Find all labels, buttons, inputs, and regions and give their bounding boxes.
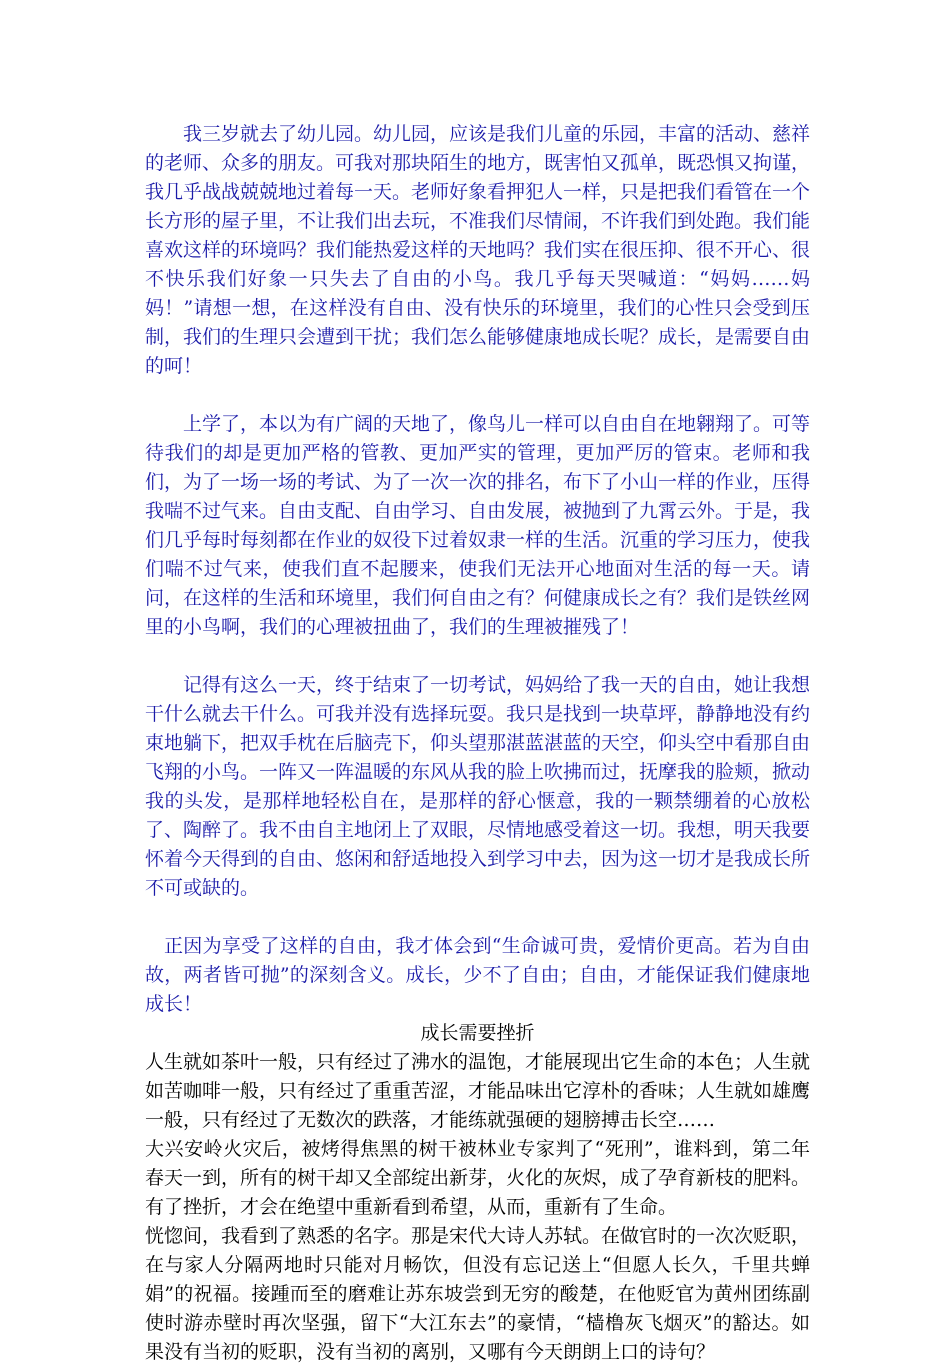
essay-title: 成长需要挫折 (420, 1022, 535, 1044)
essay-freedom (145, 120, 810, 1019)
essay-setbacks (145, 1019, 810, 1367)
paragraph-forest-fire: 大兴安岭火灾后，被烤得焦黑的树干被林业专家判了“死刑”，谁料到，第二年春天一到，所有的树干却又全部绽出新芽，火化的灰烬，成了孕育新枝的肥料。有了挫折，才会在绝望中重新看到希望，从而，重新有了生命。 (145, 1138, 811, 1218)
paragraph-free-day: 记得有这么一天，终于结束了一切考试，妈妈给了我一天的自由，她让我想干什么就去干什么。可我并没有选择玩耍。我只是找到一块草坪，静静地没有约束地躺下，把双手枕在后脑壳下，仰头望那湛蓝湛蓝的天空，仰头空中看那自由飞翔的小鸟。一阵又一阵温暖的东风从我的脸上吹拂而过，抚摩我的脸颊，掀动我的头发，是那样地轻松自在，是那样的舒心惬意，我的一颗禁绷着的心放松了、陶醉了。我不由自主地闭上了双眼，尽情地感受着这一切。我想，明天我要怀着今天得到的自由、悠闲和舒适地投入到学习中去，因为这一切才是我成长所不可或缺的。 (145, 674, 811, 899)
paragraph-tea-coffee-eagle: 人生就如茶叶一般，只有经过了沸水的温饱，才能展现出它生命的本色；人生就如苦咖啡一般，只有经过了重重苦涩，才能品味出它淳朴的香味；人生就如雄鹰一般，只有经过了无数次的跌落，才能练就强硬的翅膀搏击长空…… (145, 1051, 811, 1131)
document-page (145, 120, 810, 1367)
paragraph-conclusion: 正因为享受了这样的自由，我才体会到“生命诚可贵，爱情价更高。若为自由故，两者皆可抛”的深刻含义。成长，少不了自由；自由，才能保证我们健康地成长！ (145, 935, 810, 1015)
paragraph-school: 上学了，本以为有广阔的天地了，像鸟儿一样可以自由自在地翱翔了。可等待我们的却是更加严格的管教、更加严实的管理，更加严厉的管束。老师和我们，为了一场一场的考试、为了一次一次的排名，布下了小山一样的作业，压得我喘不过气来。自由支配、自由学习、自由发展，被抛到了九霄云外。于是，我们几乎每时每刻都在作业的奴役下过着奴隶一样的生活。沉重的学习压力，使我们喘不过气来，使我们直不起腰来，使我们无法开心地面对生活的每一天。请问，在这样的生活和环境里，我们何自由之有？何健康成长之有？我们是铁丝网里的小鸟啊，我们的心理被扭曲了，我们的生理被摧残了！ (145, 413, 811, 638)
paragraph-kindergarten: 我三岁就去了幼儿园。幼儿园，应该是我们儿童的乐园，丰富的活动、慈祥的老师、众多的朋友。可我对那块陌生的地方，既害怕又孤单，既恐惧又拘谨，我几乎战战兢兢地过着每一天。老师好象看押犯人一样，只是把我们看管在一个长方形的屋子里，不让我们出去玩，不准我们尽情闹，不许我们到处跑。我们能喜欢这样的环境吗？我们能热爱这样的天地吗？我们实在很压抑、很不开心、很不快乐我们好象一只失去了自由的小鸟。我几乎每天哭喊道：“妈妈……妈妈！”请想一想，在这样没有自由、没有快乐的环境里，我们的心性只会受到压制，我们的生理只会遭到干扰；我们怎么能够健康地成长呢？成长，是需要自由的呵！ (145, 123, 811, 377)
paragraph-su-shi: 恍惚间，我看到了熟悉的名字。那是宋代大诗人苏轼。在做官时的一次次贬职，在与家人分隔两地时只能对月畅饮，但没有忘记送上“但愿人长久，千里共蝉娟”的祝福。接踵而至的磨难让苏东坡尝到无穷的酸楚，在他贬官为黄州团练副使时游赤壁时再次坚强，留下“大江东去”的豪情，“樯橹灰飞烟灭”的豁达。如果没有当初的贬职，没有当初的离别，又哪有今天朗朗上口的诗句？ (145, 1225, 811, 1363)
